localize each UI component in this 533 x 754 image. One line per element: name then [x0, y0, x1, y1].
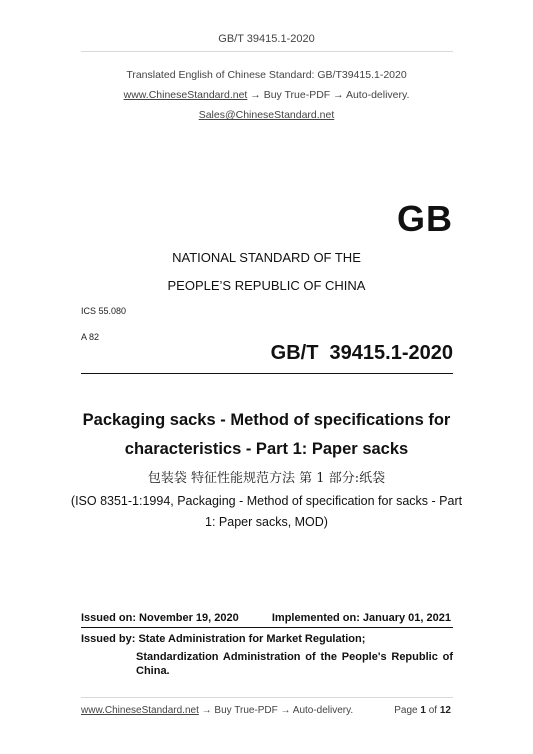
page-total: 12 [439, 705, 451, 716]
iso-reference-line-2: 1: Paper sacks, MOD) [205, 515, 328, 529]
issued-by: Issued by: State Administration for Market Regulation; [81, 633, 366, 645]
footer-purchase-line [81, 705, 353, 716]
national-standard-line-2: PEOPLE’S REPUBLIC OF CHINA [167, 278, 366, 293]
footer-purchase-text: → Buy True-PDF → Auto-delivery. [198, 705, 354, 716]
issuer-second-line: Standardization Administration of the People's Republic of [136, 651, 453, 663]
email-line [0, 109, 533, 121]
title-line-1: Packaging sacks - Method of specifications for [82, 411, 451, 429]
dates-rule [81, 627, 453, 628]
iso-reference-line-1: (ISO 8351-1:1994, Packaging - Method of specification for sacks - Part [70, 494, 463, 508]
email-link[interactable]: Sales@ChineseStandard.net [198, 109, 335, 121]
footer-divider [81, 697, 453, 698]
standard-number: GB/T 39415.1-2020 [270, 342, 453, 364]
site-link[interactable]: www.ChineseStandard.net [123, 89, 248, 101]
header-divider [81, 51, 453, 52]
issued-on-date: Issued on: November 19, 2020 [81, 612, 239, 624]
ics-code: ICS 55.080 [81, 306, 127, 316]
of-label: of [428, 705, 438, 716]
running-header-code: GB/T 39415.1-2020 [218, 33, 315, 45]
implemented-on-date: Implemented on: January 01, 2021 [271, 612, 451, 624]
chinese-title: 包装袋 特征性能规范方法 第 1 部分:纸袋 [147, 471, 386, 486]
page-label: Page [394, 705, 418, 716]
page-number: 1 [420, 705, 426, 716]
purchase-line [0, 89, 533, 101]
purchase-text: → Buy True-PDF → Auto-delivery. [247, 89, 410, 101]
gb-mark: GB [397, 198, 453, 239]
footer-site-link[interactable]: www.ChineseStandard.net [81, 705, 199, 716]
national-standard-line-1: NATIONAL STANDARD OF THE [172, 250, 361, 265]
standard-number-rule [81, 373, 453, 374]
ccs-code: A 82 [81, 332, 100, 342]
title-line-2: characteristics - Part 1: Paper sacks [124, 440, 409, 458]
issuer-second-line-cont: China. [136, 665, 170, 677]
page-indicator [394, 705, 451, 716]
translation-notice: Translated English of Chinese Standard: GB/T39415.1-2020 [126, 69, 407, 81]
